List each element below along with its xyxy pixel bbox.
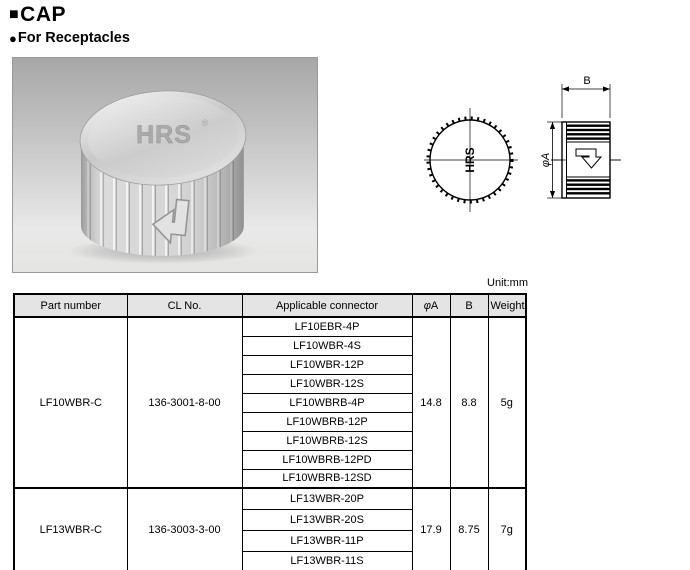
cap-photo-illustration	[13, 58, 317, 272]
svg-text:HRS: HRS	[136, 121, 192, 149]
table-header-row	[14, 294, 526, 317]
header-cl-no: CL No.	[127, 294, 242, 317]
connector-cell: LF13WBR-20S	[242, 509, 412, 530]
phi-a-cell: 14.8	[412, 317, 450, 488]
unit-label: Unit:mm	[487, 277, 528, 289]
header-b: B	[450, 294, 488, 317]
connector-cell: LF10EBR-4P	[242, 317, 412, 336]
connector-cell: LF10WBRB-12P	[242, 412, 412, 431]
spec-table	[13, 293, 527, 570]
weight-cell: 7g	[488, 488, 526, 570]
header-phi-a: φA	[412, 294, 450, 317]
connector-cell: LF13WBR-11P	[242, 530, 412, 551]
product-photo	[12, 57, 318, 273]
table-row	[14, 317, 526, 336]
connector-cell: LF10WBR-4S	[242, 336, 412, 355]
connector-cell: LF10WBRB-12S	[242, 431, 412, 450]
phi-a-cell: 17.9	[412, 488, 450, 570]
circle-bullet-icon: ●	[9, 30, 17, 46]
header-applicable-connector: Applicable connector	[242, 294, 412, 317]
header-part-number: Part number	[14, 294, 127, 317]
connector-cell: LF10WBRB-12PD	[242, 450, 412, 469]
page-title-text: CAP	[20, 3, 67, 26]
table-row	[14, 488, 526, 509]
dim-b-label: B	[583, 75, 591, 87]
connector-cell: LF10WBR-12P	[242, 355, 412, 374]
square-bullet-icon: ■	[9, 6, 20, 23]
weight-cell: 5g	[488, 317, 526, 488]
b-cell: 8.8	[450, 317, 488, 488]
b-cell: 8.75	[450, 488, 488, 570]
front-view-logo: HRS	[463, 147, 477, 173]
connector-cell: LF10WBR-12S	[242, 374, 412, 393]
cl-no-cell: 136-3003-3-00	[127, 488, 242, 570]
page-subtitle	[9, 30, 130, 46]
dimension-b	[562, 75, 610, 118]
page-subtitle-text: For Receptacles	[17, 30, 130, 46]
cl-no-cell: 136-3001-8-00	[127, 317, 242, 488]
dimension-drawing	[405, 62, 655, 234]
page-title	[9, 3, 66, 27]
header-weight: Weight	[488, 294, 526, 317]
connector-cell: LF13WBR-11S	[242, 551, 412, 570]
front-view	[424, 108, 518, 212]
part-number-cell: LF13WBR-C	[14, 488, 127, 570]
connector-cell: LF13WBR-20P	[242, 488, 412, 509]
part-number-cell: LF10WBR-C	[14, 317, 127, 488]
dim-a-label: φA	[540, 152, 552, 168]
side-view	[551, 122, 621, 198]
svg-text:®: ®	[201, 118, 209, 128]
connector-cell: LF10WBRB-4P	[242, 393, 412, 412]
connector-cell: LF10WBRB-12SD	[242, 469, 412, 488]
